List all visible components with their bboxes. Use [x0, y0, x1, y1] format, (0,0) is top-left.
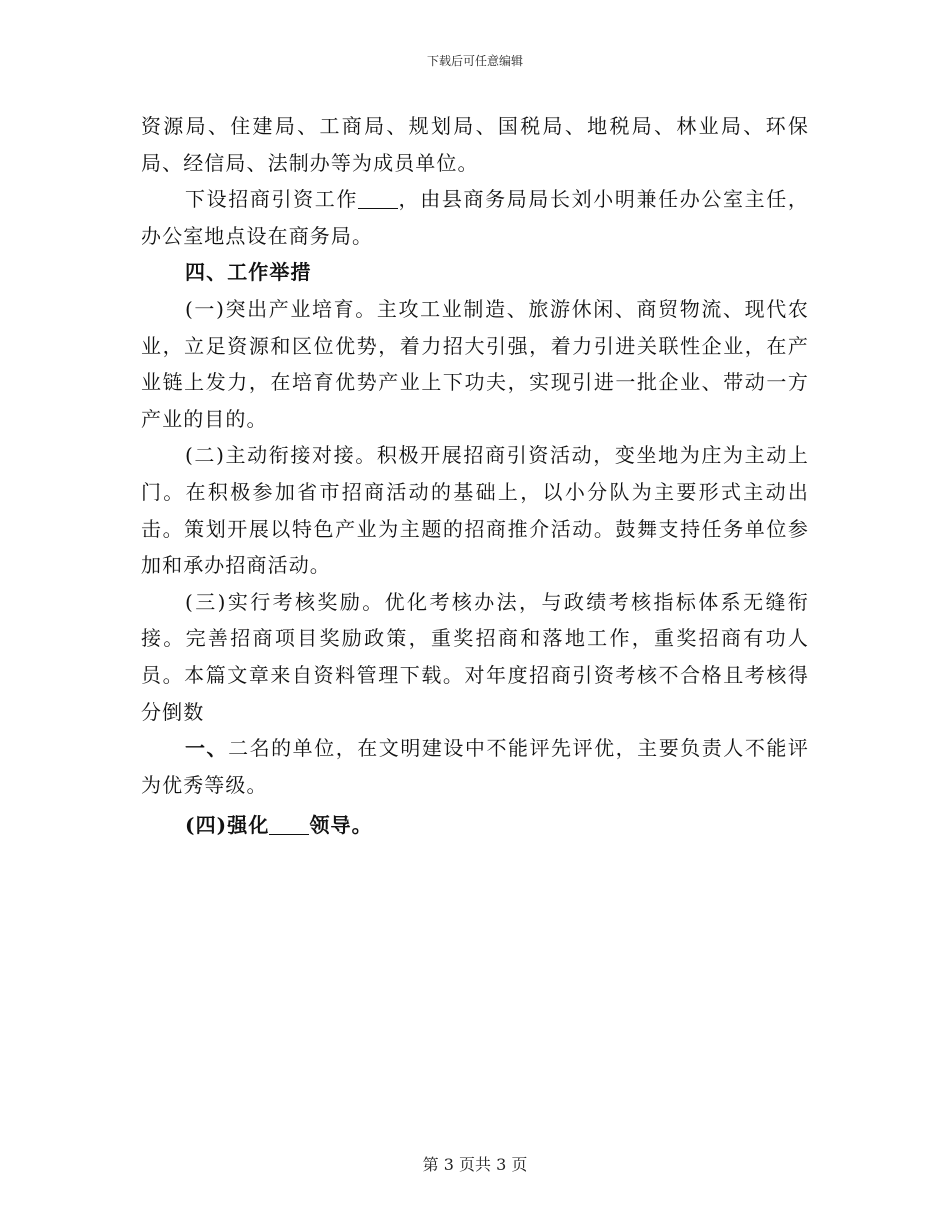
paragraph-ranking-penalty: [141, 730, 809, 803]
paragraph-measure-4-start: (四)强化: [185, 813, 270, 838]
paragraph-measure-4-end: 领导。: [309, 813, 373, 838]
ranking-prefix: 一、: [185, 736, 229, 761]
paragraph-measure-1: (一)突出产业培育。主攻工业制造、旅游休闲、商贸物流、现代农业，立足资源和区位优势，着力招大引强，着力引进关联性企业，在产业链上发力，在培育优势产业上下功夫，实现引进一批企业、带动一方产业的目的。: [141, 296, 809, 431]
paragraph-measure-4: [141, 807, 809, 844]
ranking-text: 二名的单位，在文明建设中不能评先评优，主要负责人不能评为优秀等级。: [141, 736, 810, 797]
paragraph-measure-3: (三)实行考核奖励。优化考核办法，与政绩考核指标体系无缝衔接。完善招商项目奖励政策，重奖招商和落地工作，重奖招商有功人员。本篇文章来自资料管理下载。对年度招商引资考核不合格且考核得分倒数: [141, 589, 809, 724]
paragraph-measure-2: (二)主动衔接对接。积极开展招商引资活动，变坐地为庄为主动上门。在积极参加省市招商活动的基础上，以小分队为主要形式主动出击。策划开展以特色产业为主题的招商推介活动。鼓舞支持任务单位参加和承办招商活动。: [141, 443, 809, 578]
paragraph-office-setup-start: 下设招商引资工作: [185, 187, 359, 212]
document-body: [141, 108, 809, 844]
page-header: 下载后可任意编辑: [426, 54, 523, 68]
paragraph-office-setup-end: ，由县商务局局长刘小明兼任办公室主任，办公室地点设在商务局。: [141, 187, 809, 248]
section-heading: 四、工作举措: [185, 260, 312, 285]
paragraph-office-setup: [141, 181, 809, 254]
paragraph-member-units: 资源局、住建局、工商局、规划局、国税局、地税局、林业局、环保局、经信局、法制办等为成员单位。: [141, 114, 809, 175]
page-footer: 第 3 页共 3 页: [422, 1155, 528, 1174]
fill-blank: [358, 188, 398, 209]
fill-blank: [269, 814, 309, 835]
